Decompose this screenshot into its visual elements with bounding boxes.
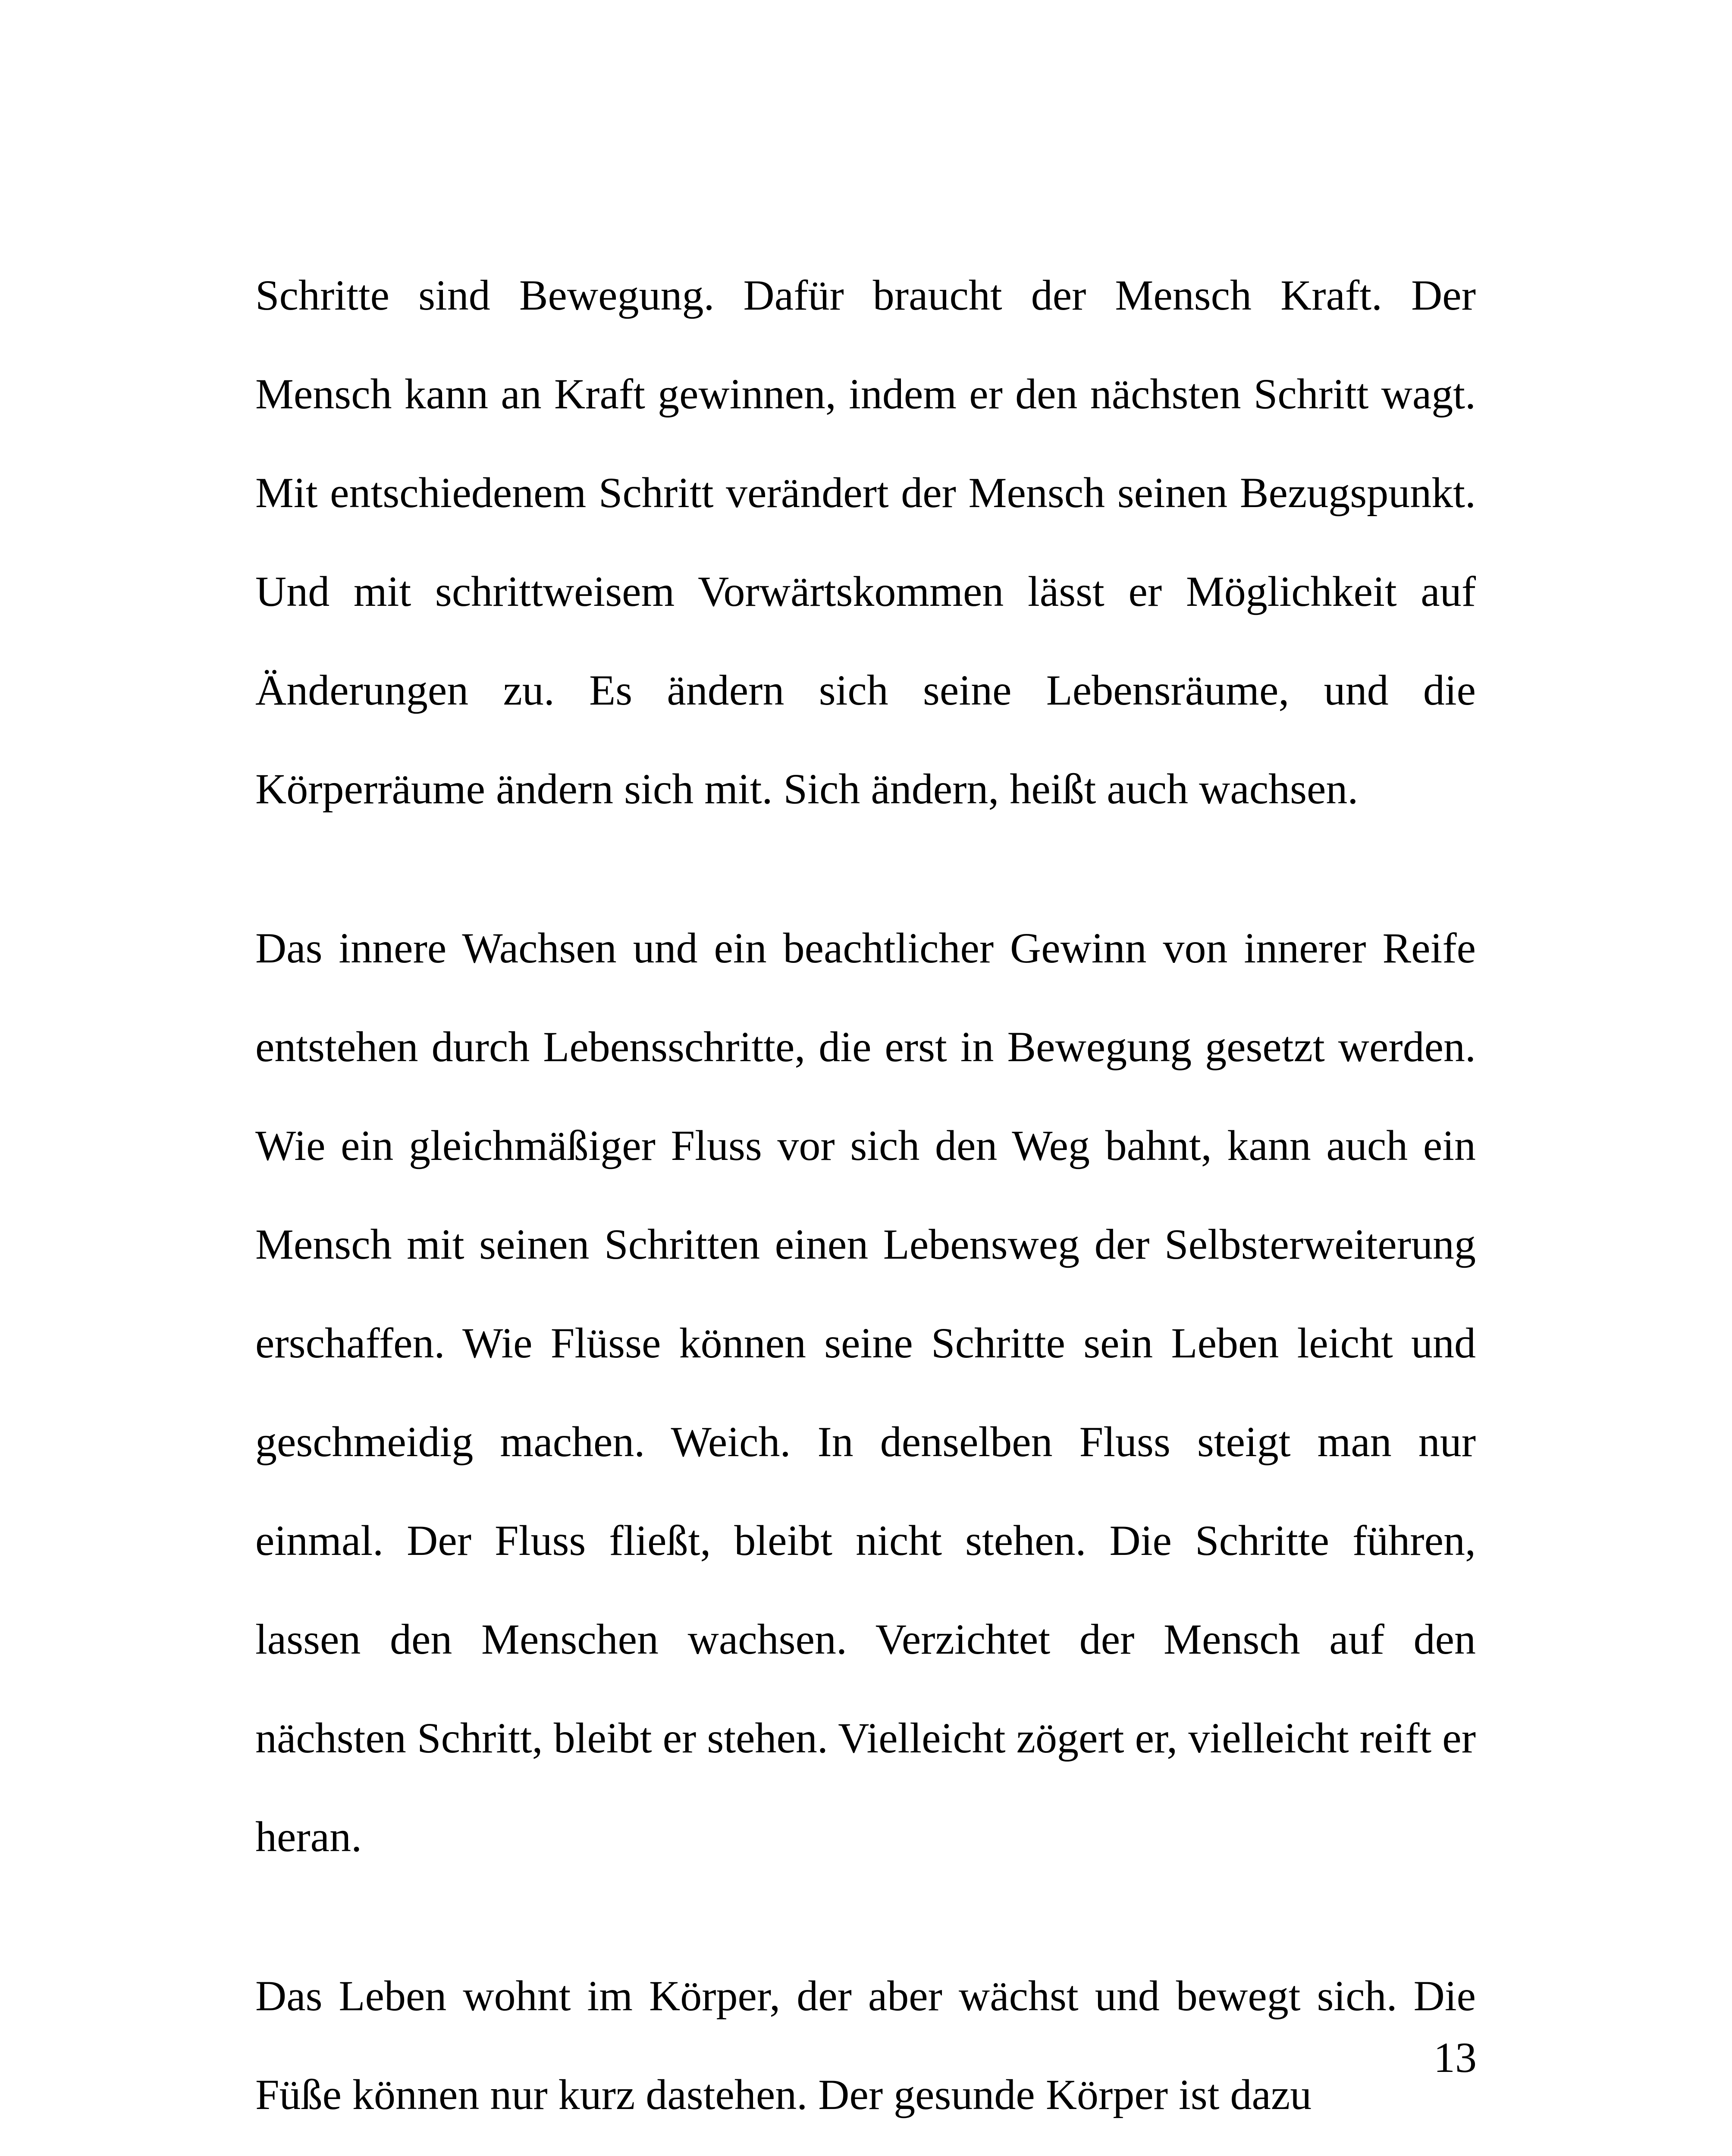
paragraph: Schritte sind Bewegung. Dafür braucht der Mensch Kraft. Der Mensch kann an Kraft gewinnen, indem er den nächsten Schritt wagt. Mit entschiedenem Schritt verändert der Mensch seinen Bezugspunkt. Und mit schrittweisem Vorwärtskommen lässt er Möglichkeit auf Änderungen zu. Es ändern sich seine Lebensräume, und die Körperräume ändern sich mit. Sich ändern, heißt auch wachsen.	[255, 271, 1476, 813]
body-text	[255, 246, 1476, 2144]
paragraph: Das Leben wohnt im Körper, der aber wächst und bewegt sich. Die Füße können nur kurz dastehen. Der gesunde Körper ist dazu	[255, 1972, 1476, 2118]
paragraph: Das innere Wachsen und ein beachtlicher Gewinn von innerer Reife entstehen durch Lebensschritte, die erst in Bewegung gesetzt werden. Wie ein gleichmäßiger Fluss vor sich den Weg bahnt, kann auch ein Mensch mit seinen Schritten einen Lebensweg der Selbsterweiterung erschaffen. Wie Flüsse können seine Schritte sein Leben leicht und geschmeidig machen. Weich. In denselben Fluss steigt man nur einmal. Der Fluss fließt, bleibt nicht stehen. Die Schritte führen, lassen den Menschen wachsen. Verzichtet der Mensch auf den nächsten Schritt, bleibt er stehen. Vielleicht zögert er, vielleicht reift er heran.	[255, 924, 1476, 1861]
page-number: 13	[1434, 2034, 1477, 2081]
